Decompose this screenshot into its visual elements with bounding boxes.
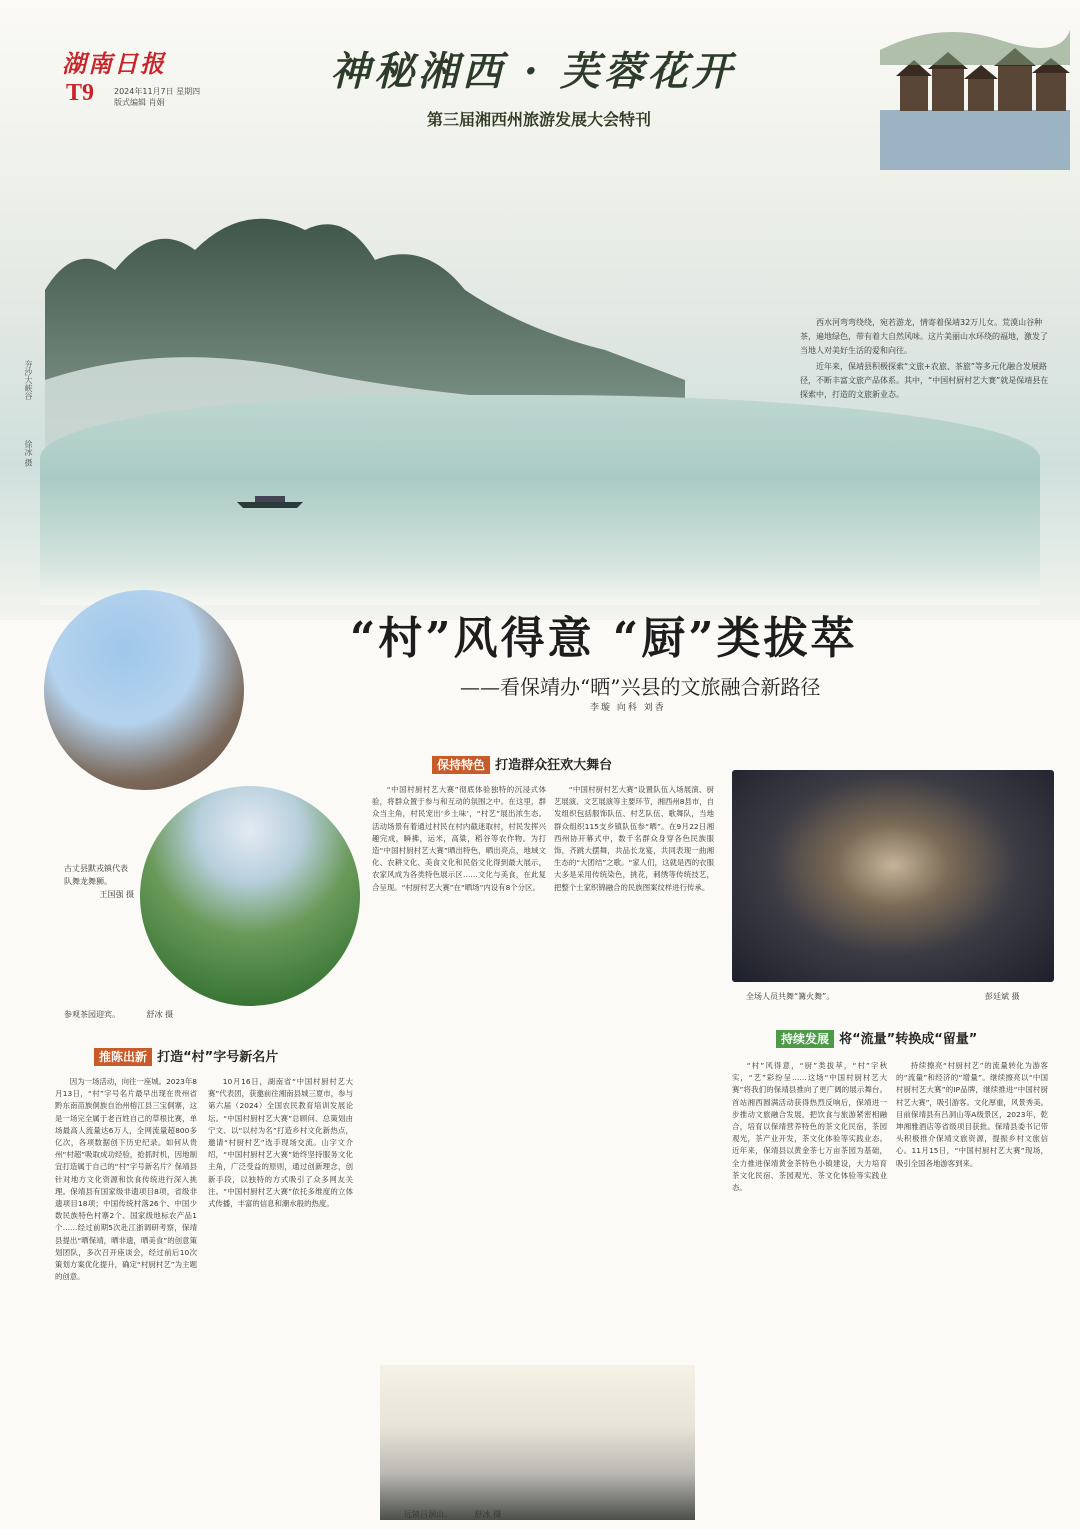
headline: “村”风得意 “厨”类拔萃: [350, 613, 858, 664]
intro-p2: 近年来，保靖县积极探索“文旅+农旅、茶旅”等多元化融合发展路径，不断丰富文旅产品体系。其中，“中国村厨村艺大赛”就是保靖县在探索中，打造的文旅新业态。: [800, 362, 1049, 399]
article-column-c: [372, 784, 546, 1344]
mountain-photo: [380, 1365, 695, 1520]
folk-performance-photo: [44, 590, 244, 790]
caption-text: 参观茶园迎宾。: [64, 1010, 120, 1019]
section-title: 打造“村”字号新名片: [157, 1050, 279, 1065]
caption-text: 远镜吕洞山。: [404, 1510, 452, 1519]
banner-title: 神秘湘西 · 芙蓉花开: [330, 48, 736, 95]
photo-credit: 徐冰 摄: [24, 440, 33, 467]
caption-text: 古丈县默戎镇代表队舞龙舞狮。: [64, 864, 128, 886]
subheadline: ——看保靖办“晒”兴县的文旅融合新路径: [460, 675, 821, 699]
section-heading-1: [94, 1046, 278, 1065]
caption-dance: [746, 990, 834, 1003]
boat-icon: [235, 492, 305, 510]
caption-credit: 舒冰 摄: [474, 1510, 502, 1519]
caption-folk-performance: [64, 862, 134, 901]
article-column-e: [732, 1060, 887, 1520]
caption-mountain: [404, 1508, 501, 1521]
caption-credit: 王国强 摄: [99, 890, 134, 899]
column-text: 因为一场活动，向往一座城。2023年8月13日，“村”字号名片最早出现在贵州省黔东南苗族侗族自治州榕江县三宝侗寨，这是一场完全属于老百姓自己的草根比赛，单场最高人流量达6万人，全网流量超800多亿次，各项数据创下历史纪录。如何从贵州“村超”吸取成功经验，抢抓时机，因地制宜打造属于自己的“村”字号新名片？保靖县针对地方文化资源和饮食传统进行深入挑理。保靖县有国家级非遗项目8项，省级非遗项目18项；中国传统村落26个、中国少数民族特色村寨2个、国家级地标农产品1个……经过前期5次赴江浙调研考察，保靖县提出“晒保靖，晒非遗，晒美食”的创意策划团队，多次召开座谈会，经过前后10次策划方案优化提升，确定“村厨村艺”为主题的创意。: [55, 1077, 197, 1282]
banner-subtitle: 第三届湘西州旅游发展大会特刊: [427, 110, 652, 129]
section-tag: 保持特色: [432, 756, 490, 774]
caption-tea-garden: [64, 1008, 173, 1021]
riverside-town-illustration: [880, 20, 1070, 170]
column-text: 10月16日，湖南省“中国村厨村艺大赛”代表团，获邀前往湘南县城三夏市，参与第六届（2024）全国农民教育培训发展论坛。“中国村厨村艺大赛”总顾问、总策划由宁文、以“以村为名”打造乡村文化新热点，邀请“村厨村艺”选手现场交流。山字文介绍，“中国村厨村艺大赛”始终坚持服务文化主角，广泛受益的原则，通过创新理念，创新手段，以独特的方式吸引了众多网友关注。“中国村厨村艺大赛”依托多维度的立体式传播，丰富的信息和潮水般的热度。: [208, 1077, 353, 1209]
section-title: 将“流量”转换成“留量”: [839, 1032, 978, 1047]
article-column-b: [208, 1076, 353, 1516]
section-tag: 持续发展: [776, 1030, 834, 1048]
column-text: “中国村厨村艺大赛”设置队伍入场展演、厨艺展演、文艺展演等主要环节，湘西州8县市，自发组织包括服饰队伍、村艺队伍、歌舞队，当地群众组织115支乡镇队伍参“晒”。在9月22日湘西州协开幕式中，数千名群众身穿各色民族服饰，齐跳大摆舞，共品长龙宴，共同表现一曲湘生态的“大团结”之歌。“家人们，这就是西的衣服大多是采用传统染色，挑花，刺绣等传统技艺，把整个土家织锦融合的民族图案纹样进行传承。: [554, 785, 714, 892]
section-heading-3: [776, 1028, 977, 1047]
caption-credit: 舒冰 摄: [146, 1010, 174, 1019]
section-heading-2: [432, 754, 612, 773]
issue-date: 2024年11月7日 星期四: [114, 87, 201, 96]
page-code: T9: [66, 80, 95, 106]
tea-garden-photo: [140, 786, 360, 1006]
intro-paragraph: [800, 316, 1050, 404]
river: [40, 395, 1040, 605]
intro-p1: 西水河弯弯绕绕，宛若游龙，情寄着保靖32万儿女。荒漠山谷种茶，遍地绿色，带有着大自然风味。这片美丽山水环绕的福地，激发了当地人对美好生活的爱和向往。: [800, 318, 1048, 355]
column-text: “中国村厨村艺大赛”彻底体验独特的沉浸式体验，将群众置于参与和互动的氛围之中。在这里，群众当主角，村民宠出‘乡土味’，“村艺”展出浓生态。活动场景有着通过村民在村内截迷取村，村民发挥兴趣完成，瞬拂，运米，高粱，稻谷等农作物。为打造“中国村厨村艺大赛”晒出特色，晒出亮点，地域文化、农耕文化、美食文化和民俗文化得到最大展示，农家风成为各类特色展示区……文化与美食，在此复合呈现。“村厨村艺大赛”在“晒场”内设有8个分区。: [372, 785, 546, 892]
section-tag: 推陈出新: [94, 1048, 152, 1066]
article-column-f: [896, 1060, 1048, 1520]
column-text: “村”风得意，“厨”类拔萃，“村”字秋实，“艺”彩纷呈……这场“中国村厨村艺大赛”将我们的保靖县推向了更广阔的展示舞台。首站湘西圆满活动获得热烈反响后，保靖进一步推动文旅融合发展，把饮食与旅游紧密相融合，培育以保靖营养特色的茶文化民宿，茶园观光，茶产业开发，茶文化体验等实践业态。近年来，保靖县以黄金茶七万亩茶园为基础，全力推进保靖黄金茶特色小镇建设，大力培育茶文化民宿、茶园观光、茶文化体验等实践业态。: [732, 1061, 887, 1193]
section-title: 打造群众狂欢大舞台: [495, 758, 613, 773]
editor-credit: 版式编辑 肖娟: [114, 98, 165, 107]
caption-text: 全场人员共舞“篝火舞”。: [746, 992, 835, 1001]
photo-location-label: 夯沙大峡谷: [24, 360, 33, 400]
article-column-a: [55, 1076, 197, 1516]
bonfire-dance-photo: [732, 770, 1054, 982]
caption-dance-credit: 彭廷斌 摄: [985, 992, 1020, 1001]
newspaper-logo: 湖南日报: [62, 50, 166, 78]
article-column-d: [554, 784, 714, 1344]
dateline: [114, 86, 200, 108]
byline: 李璇 向科 刘香: [590, 703, 666, 713]
column-text: 持续擦亮“村厨村艺”的流量转化为游客的“流量”和经济的“增量”。继续擦亮以“中国村厨村艺大赛”的IP品牌，继续推进“中国村厨村艺大赛”，吸引游客。文化厚重，风景秀美。目前保靖县有吕洞山等A级景区，2023年，乾坤湘雅酒店等省级项目获批。保靖县委书记带头积极推介保靖文旅资源，提振乡村文旅信心。11月15日，“中国村厨村艺大赛”现场，吸引全国各地游客到来。: [896, 1061, 1048, 1168]
